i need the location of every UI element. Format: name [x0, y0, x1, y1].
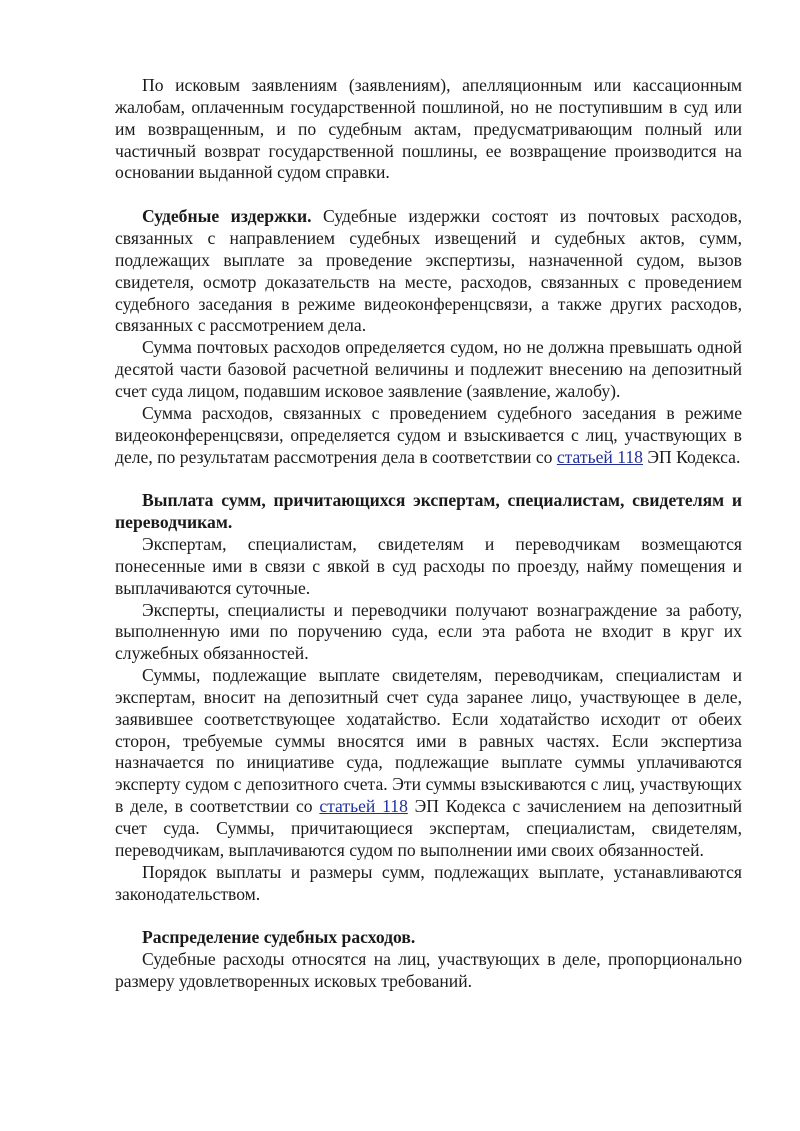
paragraph-cost-distribution: Судебные расходы относятся на лиц, участвующих в деле, пропорционально размеру удовлетворенных исковых требований.	[115, 949, 742, 992]
paragraph-payment-order: Порядок выплаты и размеры сумм, подлежащих выплате, устанавливаются законодательством.	[115, 861, 742, 904]
deposit-text-start: Суммы, подлежащие выплате свидетелям, переводчикам, специалистам и экспертам, вносит на депозитный счет суда заранее лицо, участвующее в деле, заявившее соответствующее ходатайство. Если ходатайство исходит от обеих сторон, требуемые суммы вносятся ими в равных частях. Если экспертиза назначается по инициативе суда, подлежащие выплате суммы уплачиваются эксперту судом с депозитного счета. Эти суммы взыскиваются с лиц, участвующих в деле, в соответствии со	[115, 665, 742, 817]
paragraph-state-duty-refund: По исковым заявлениям (заявлениям), апелляционным или кассационным жалобам, оплаченным государственной пошлиной, но не поступившим в суд или им возвращенным, и по судебным актам, предусматривающим полный или частичный возврат государственной пошлины, ее возвращение производится на основании выданной судом справки.	[115, 75, 742, 183]
paragraph-postal-costs: Сумма почтовых расходов определяется судом, но не должна превышать одной десятой части базовой расчетной величины и подлежит внесению на депозитный счет суда лицом, подавшим исковое заявление (заявление, жалобу).	[115, 337, 742, 401]
deposit-text-end: ЭП Кодекса с зачислением на депозитный счет суда. Суммы, причитающиеся экспертам, специалистам, свидетелям, переводчикам, выплачиваются судом по выполнении ими своих обязанностей.	[115, 796, 743, 860]
paragraph-expenses-reimbursement: Экспертам, специалистам, свидетелям и переводчикам возмещаются понесенные ими в связи с явкой в суд расходы по проезду, найму помещения и выплачиваются суточные.	[115, 534, 742, 598]
document-page	[115, 75, 742, 993]
videoconference-text-start: Сумма расходов, связанных с проведением судебного заседания в режиме видеоконференцсвязи, определяется судом и взыскивается с лиц, участвующих в деле, по результатам рассмотрения дела в соответствии со	[115, 402, 742, 467]
heading-payment-to-experts: Выплата сумм, причитающихся экспертам, специалистам, свидетелям и переводчикам.	[115, 490, 742, 533]
paragraph-remuneration: Эксперты, специалисты и переводчики получают вознаграждение за работу, выполненную ими по поручению суда, если эта работа не входит в круг их служебных обязанностей.	[115, 599, 742, 664]
article-118-link-2[interactable]: статьей 118	[319, 796, 408, 817]
court-costs-intro-text: Судебные издержки состоят из почтовых расходов, связанных с направлением судебных извещений и судебных актов, сумм, подлежащих выплате за проведение экспертизы, назначенной судом, вызов свидетеля, осмотр доказательств на месте, расходов, связанных с проведением судебного заседания в режиме видеоконференцсвязи, а также других расходов, связанных с рассмотрением дела.	[115, 206, 742, 336]
videoconference-text-end: ЭП Кодекса.	[642, 446, 741, 467]
paragraph-videoconference-costs	[115, 403, 742, 469]
heading-cost-distribution: Распределение судебных расходов.	[142, 927, 416, 948]
paragraph-court-costs-intro	[115, 206, 742, 337]
heading-court-costs: Судебные издержки.	[142, 206, 312, 227]
article-118-link[interactable]: статьей 118	[556, 446, 643, 467]
paragraph-deposit-payment	[115, 665, 742, 862]
